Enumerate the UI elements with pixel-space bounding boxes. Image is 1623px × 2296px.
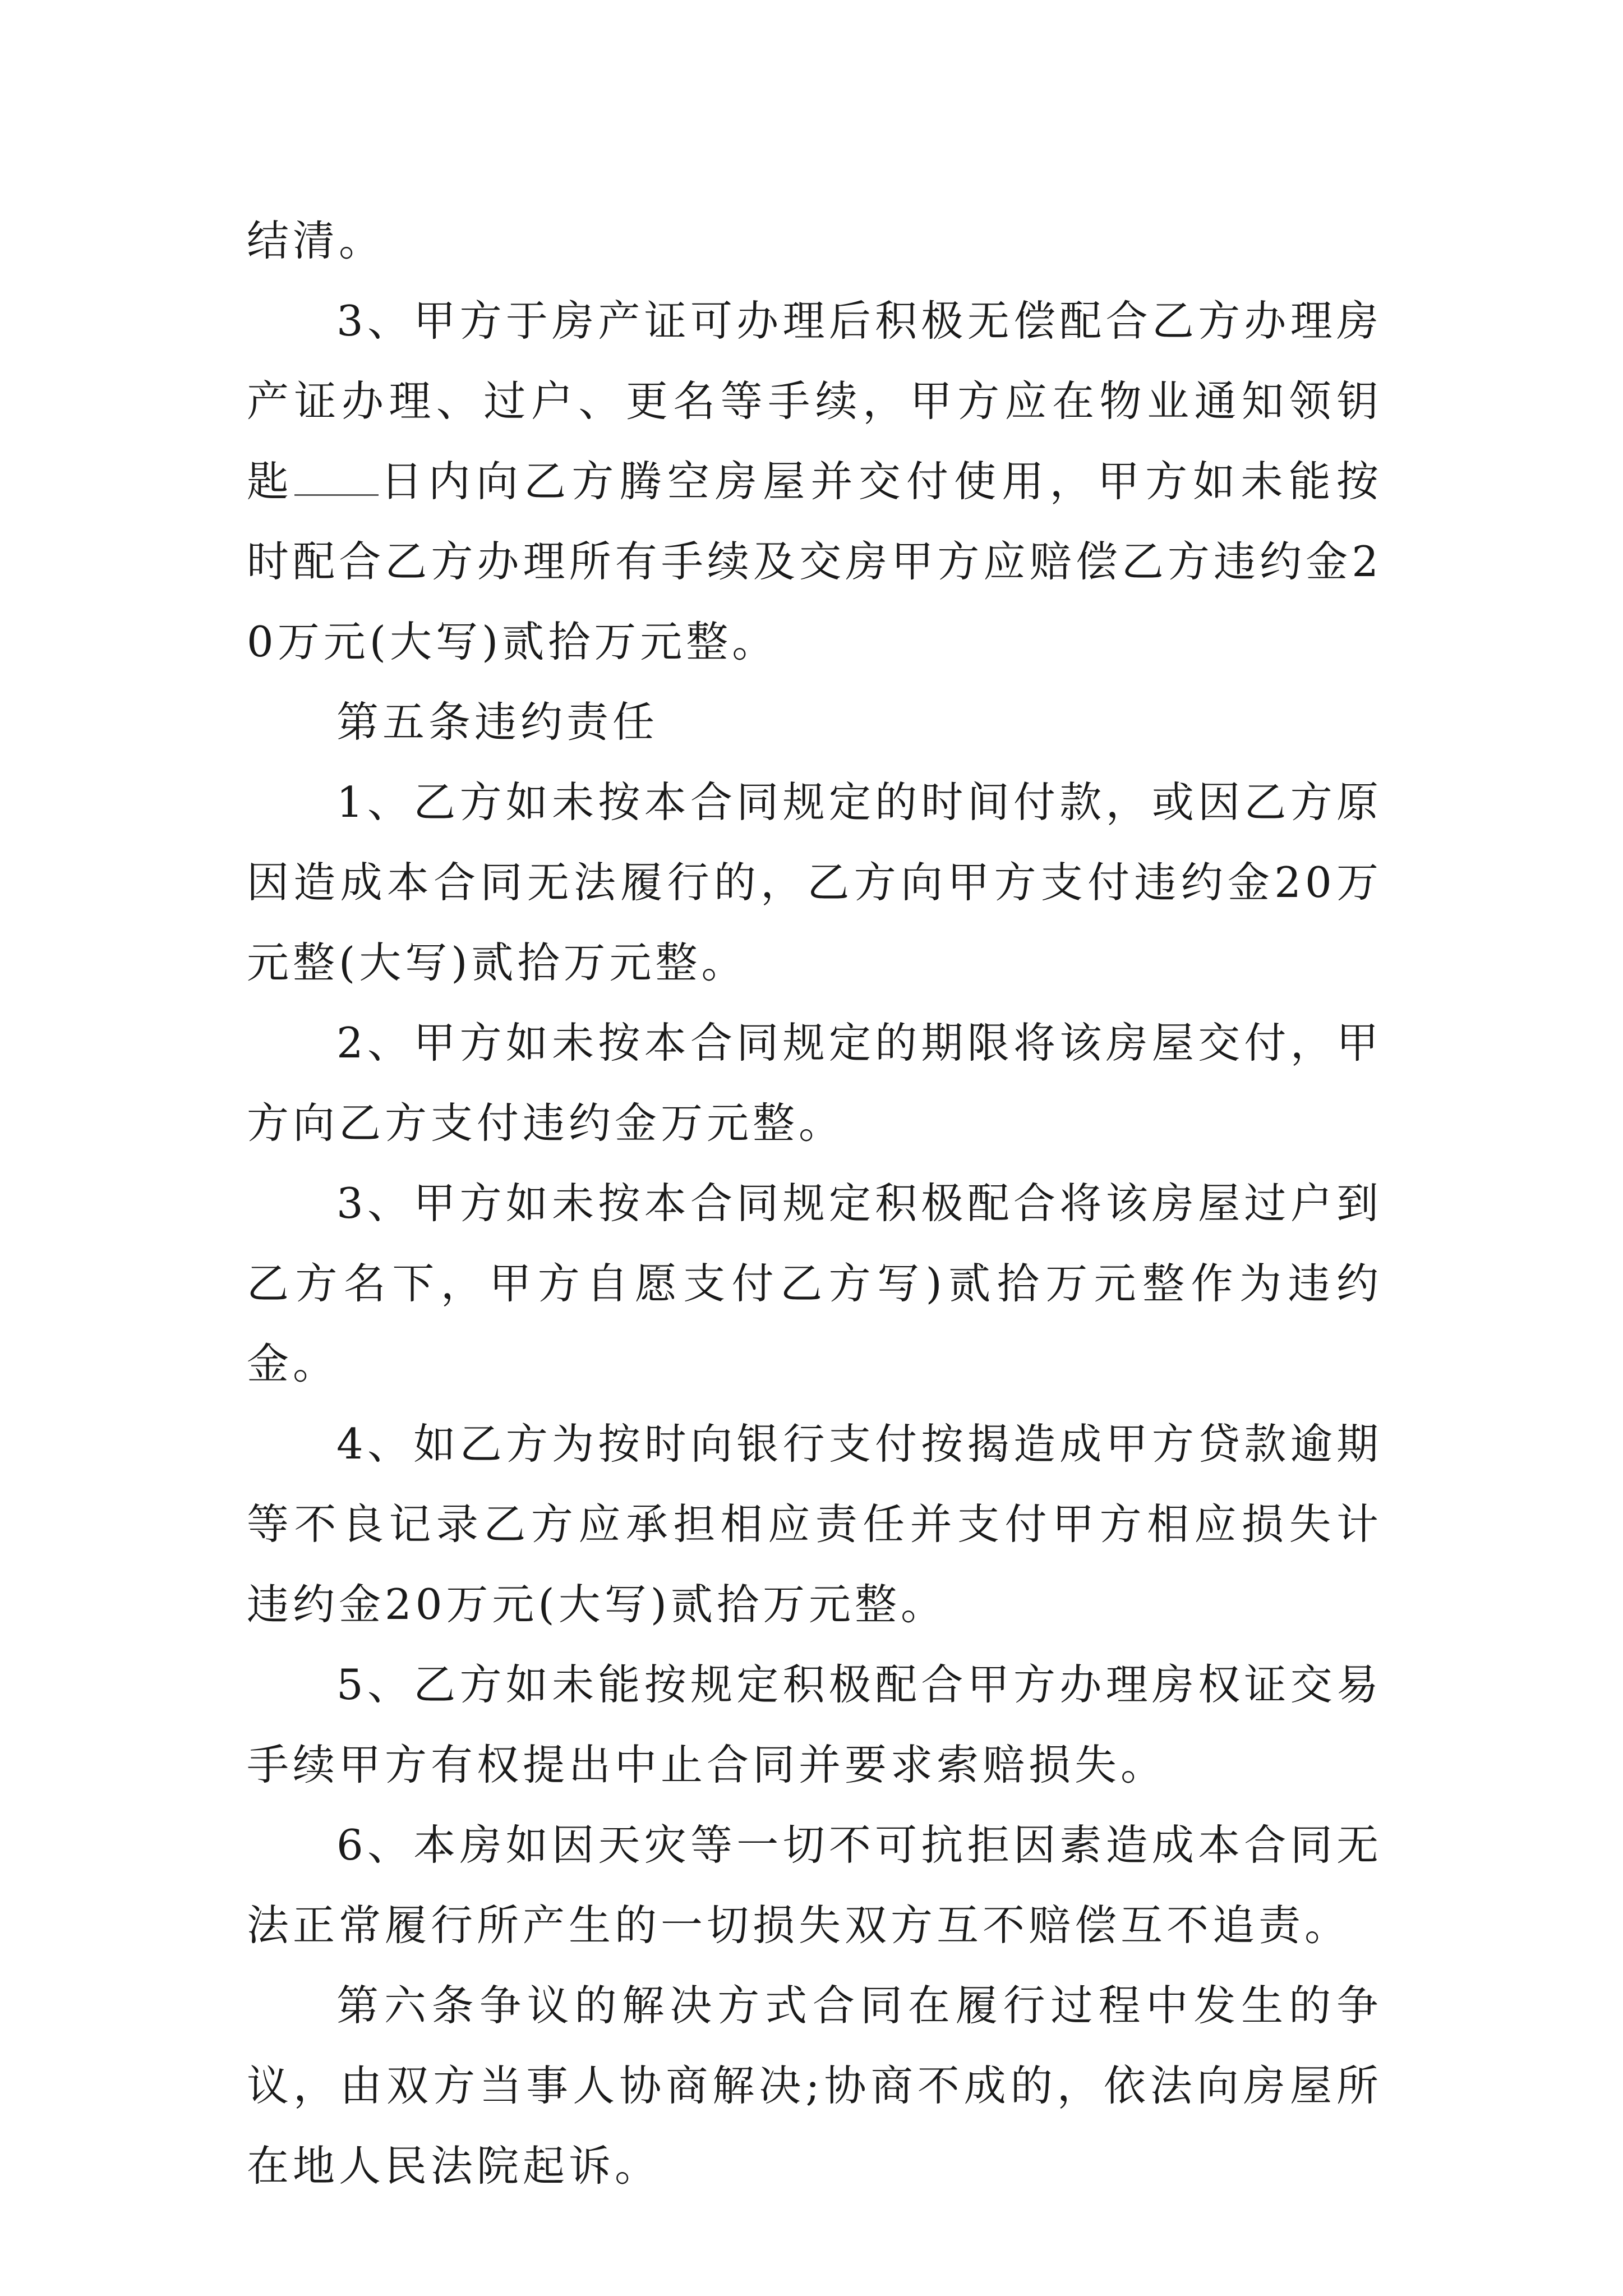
paragraph-article-5-item-4: 4、如乙方为按时向银行支付按揭造成甲方贷款逾期等不良记录乙方应承担相应责任并支付甲方相应损失计违约金20万元(大写)贰拾万元整。	[247, 1419, 1382, 1629]
document-body	[247, 201, 1382, 2206]
heading-article-5: 第五条违约责任	[336, 697, 659, 747]
paragraph-settlement: 结清。	[247, 216, 385, 265]
paragraph-clause-4-item-3	[247, 281, 1382, 682]
paragraph-article-5-item-5: 5、乙方如未能按规定积极配合甲方办理房权证交易手续甲方有权提出中止合同并要求索赔损失。	[247, 1660, 1382, 1789]
paragraph-article-5-item-2: 2、甲方如未按本合同规定的期限将该房屋交付，甲方向乙方支付违约金万元整。	[247, 1018, 1382, 1148]
paragraph-article-5-item-1: 1、乙方如未按本合同规定的时间付款，或因乙方原因造成本合同无法履行的，乙方向甲方支付违约金20万元整(大写)贰拾万元整。	[247, 777, 1382, 987]
paragraph-article-5-item-3: 3、甲方如未按本合同规定积极配合将该房屋过户到乙方名下，甲方自愿支付乙方写)贰拾万元整作为违约金。	[247, 1179, 1382, 1388]
paragraph-text-before-blank: 3、甲方于房产证可办理后积极无偿配合乙方办理房产证办理、过户、更名等手续，甲方应在物业通知领钥匙	[247, 296, 1382, 506]
fill-in-blank	[294, 461, 379, 496]
paragraph-text-after-blank: 日内向乙方腾空房屋并交付使用，甲方如未能按时配合乙方办理所有手续及交房甲方应赔偿乙方违约金20万元(大写)贰拾万元整。	[247, 457, 1382, 666]
paragraph-article-5-item-6: 6、本房如因天灾等一切不可抗拒因素造成本合同无法正常履行所产生的一切损失双方互不赔偿互不追责。	[247, 1820, 1382, 1950]
paragraph-article-6: 第六条争议的解决方式合同在履行过程中发生的争议，由双方当事人协商解决;协商不成的，依法向房屋所在地人民法院起诉。	[247, 1981, 1382, 2191]
